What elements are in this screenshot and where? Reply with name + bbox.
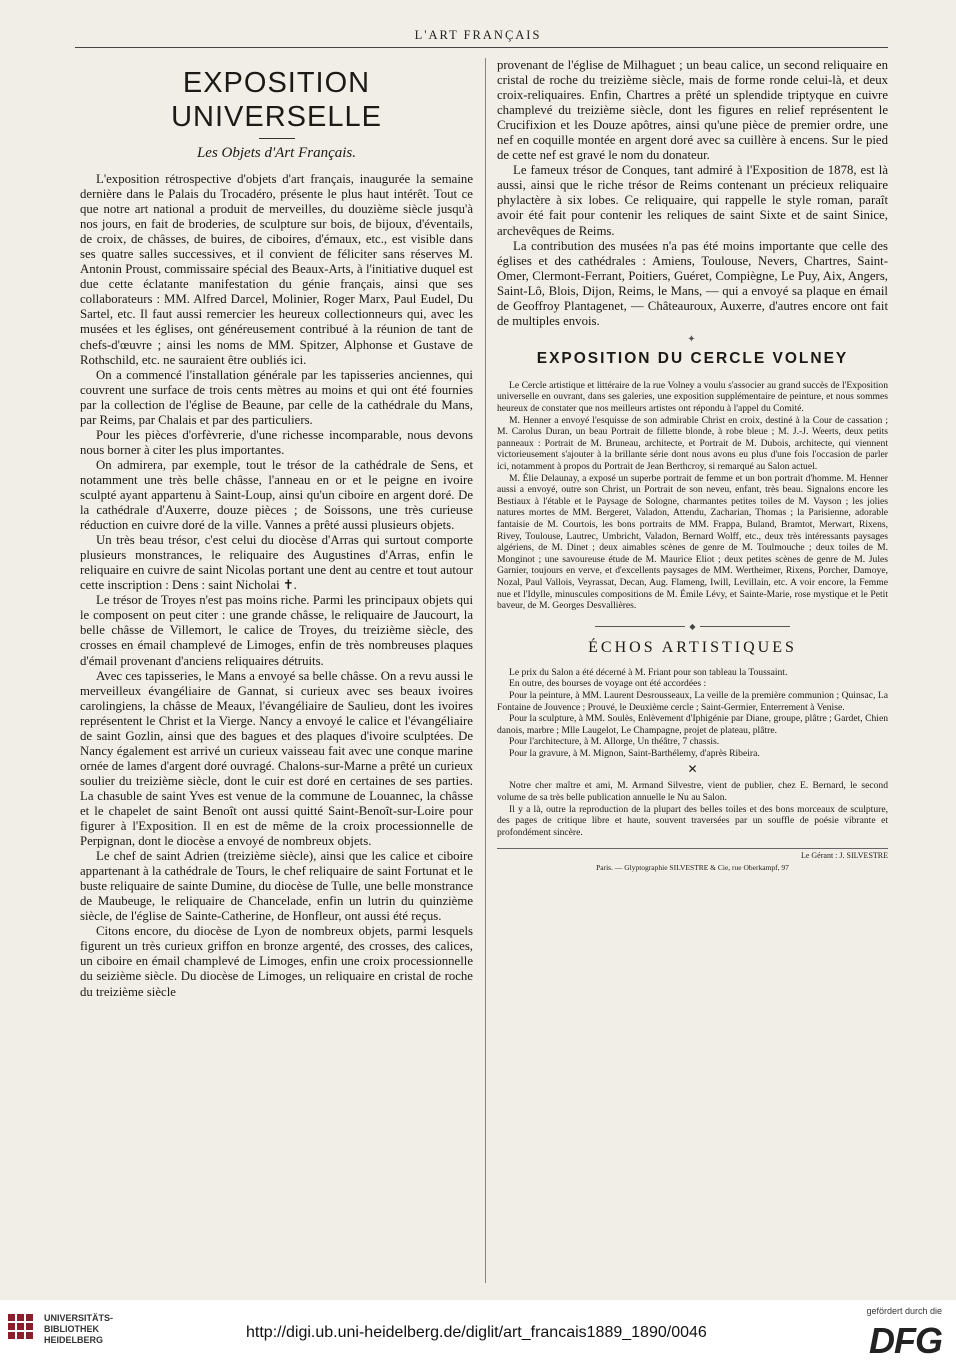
- library-name: UNIVERSITÄTS- BIBLIOTHEK HEIDELBERG: [44, 1313, 114, 1345]
- paragraph: Avec ces tapisseries, le Mans a envoyé sa belle châsse. On a revu aussi le merveilleux évangéliaire de Gannat, si curieux avec ses beaux ivoires carolingiens, la châsse de Meaux, l'évangéliaire de Saulieu, dont les ivoires représentent le Christ et la Vierge. Nancy a envoyé le calice et l'évangéliaire de saint Gozlin, ainsi que des bagues et des plaques d'ivoire sculptées. De Nancy également est arrivé un curieux vaisseau fait avec une conque marine ornée de lames d'argent doré ouvragé. Chalons-sur-Marne a prêté un curieux soulier du treizième siècle, dont le cuir est doré en certaines de ses parties. La chasuble de saint Yves est venue de la commune de Louannec, la châsse et le chapelet de saint Benoît ont aussi quitté Saint-Benoît-sur-Loire pour figurer à l'Exposition. Il en est de même de la croix processionnelle de Perpignan, dont le diocèse a envoyé de nombreux objets.: [80, 668, 473, 849]
- right-column: [497, 58, 888, 872]
- paragraph: Pour les pièces d'orfèvrerie, d'une richesse incomparable, nous devons nous borner à citer les plus importantes.: [80, 427, 473, 457]
- title-rule: [259, 138, 295, 139]
- gerant-line: Le Gérant : J. SILVESTRE: [497, 848, 888, 860]
- paragraph: M. Élie Delaunay, a exposé un superbe portrait de femme et un bon portrait d'homme. M. Henner aussi a envoyé, outre son Christ, un Portrait de son neveu, enfant, très beau. Signalons encore les Bestiaux à l'étable et le Paysage de Sologne, charmantes petites toiles de M. Vayson ; les jolies natures mortes de MM. Bergeret, Valadon, Attendu, Zacharian, Thomas ; la Parisienne, adorable fantaisie de M. Courtois, les bons portraits de MM. Frappa, Buland, Bramtot, Merwart, Rixens, Rivey, Toulouse, Lautrec, Umbricht, Valadon, Bernard Wolff, etc., deux très intéressants paysages algériens, de M. Dinet ; deux aimables scènes de genre de M. Toulmouche ; deux toiles de M. Monginot ; une savoureuse étude de M. Maurice Eliot ; deux petites scènes de genre de M. Jules Garnier, toujours en verve, et d'excellents paysages de MM. Wertheimer, Rixens, Porcher, Damoye, Nozal, Paul Vallois, Veyrassat, Decan, Aug. Flameng, Iwill, Levillain, etc. A voir encore, la Femme nue et l'Idylle, minuscules compositions de M. Émile Lévy, et Sainte-Marie, rose mystique et le Petit baveur, de M. Georges Desvallières.: [497, 472, 888, 612]
- paragraph: Pour la gravure, à M. Mignon, Saint-Barthélemy, d'après Ribeira.: [509, 747, 760, 759]
- section-title-volney: EXPOSITION DU CERCLE VOLNEY: [536, 349, 849, 367]
- divider-line: [700, 626, 790, 627]
- divider-ornament-icon: ◆: [689, 621, 696, 631]
- section-title-echos: ÉCHOS ARTISTIQUES: [588, 638, 797, 656]
- dfg-logo: DFG: [869, 1320, 942, 1361]
- library-footer: [0, 1300, 956, 1367]
- paragraph: Le Cercle artistique et littéraire de la rue Volney a voulu s'associer au grand succès de l'Exposition universelle en ouvrant, dans ses galeries, une exposition supplémentaire de peinture, et nous sommes heureux de constater que nos meilleurs artistes ont répondu à l'appel du Comité.: [497, 379, 888, 415]
- paragraph: Le prix du Salon a été décerné à M. Friant pour son tableau la Toussaint.: [509, 666, 788, 678]
- page-header: L'ART FRANÇAIS: [414, 28, 542, 42]
- echos-section: [497, 667, 888, 839]
- left-column: [80, 58, 473, 1000]
- paragraph: Le fameux trésor de Conques, tant admiré à l'Exposition de 1878, est là aussi, ainsi que le riche trésor de Reims contenant un précieux reliquaire phylactère à six lobes. Ce reliquaire, qui rappelle le style roman, paraît avoir été fait pour contenir les reliques de saint Sixte et de saint Sinice, archevêques de Reims.: [497, 163, 888, 238]
- section-divider: [497, 622, 888, 631]
- paragraph: Pour la sculpture, à MM. Soulès, Enlèvement d'Iphigénie par Diane, groupe, plâtre ; Gardet, Chien danois, marbre ; Mlle Laugelot, Le Champagne, projet de plateau, plâtre.: [497, 713, 888, 736]
- paragraph: provenant de l'église de Milhaguet ; un beau calice, un second reliquaire en cristal de roche du treizième siècle, mais de forme ronde celui-là, et deux croix-reliquaires. Enfin, Chartres a prêté un splendide triptyque en cuivre champlevé du treizième siècle, dont les figures en relief représentent le Crucifixion et les Douze apôtres, ainsi qu'une pièce de premier ordre, une nef en coquille montée en argent doré avec sa cuillère à encens. Sur le pied de cette nef est gravé le nom du donateur.: [497, 58, 888, 163]
- paragraph: On a commencé l'installation générale par les tapisseries anciennes, qui couvrent une surface de trois cents mètres au moins et qui ont été fournies par la collection de l'église de Beaune, par celle de la cathédrale du Mans, par Reims, par Chalais et par des particuliers.: [80, 367, 473, 427]
- permalink-url[interactable]: http://digi.ub.uni-heidelberg.de/diglit/art_francais1889_1890/0046: [246, 1324, 707, 1341]
- paragraph: Il y a là, outre la reproduction de la plupart des belles toiles et des bons morceaux de sculpture, des pages de critique libre et haute, souvent traversées par un souffle de poésie vibrante et profondément sincère.: [497, 803, 888, 838]
- paragraph: Le trésor de Troyes n'est pas moins riche. Parmi les principaux objets qui le composent on peut citer : une grande châsse, le reliquaire de Jaucourt, la belle châsse de Villemort, le calice de Troyes, du treizième siècle, des crosses en émail champlevé de Limoges, enfin de très nombreuses plaques d'émail provenant d'anciens reliquaires détruits.: [80, 593, 473, 668]
- divider-line: [595, 626, 685, 627]
- paragraph: Le chef de saint Adrien (treizième siècle), ainsi que les calice et ciboire appartenant à la cathédrale de Tours, le chef reliquaire de saint Fortunat et le buste reliquaire de sainte Dumine, du diocèse de Tulle, une belle monstrance de Maubeuge, le reliquaire de Chancelade, enfin un lutrin du quinzième siècle, de l'église de Sainte-Catherine, de Honfleur, ont aussi été reçus.: [80, 849, 473, 924]
- paragraph: Citons encore, du diocèse de Lyon de nombreux objets, parmi lesquels figurent un très curieux griffon en bronze argenté, des crosses, des calices, un ciboire en émail champlevé de Limoges, enfin une croix processionnelle du seizième siècle. Du diocèse de Limoges, un reliquaire en cristal de roche du treizième siècle: [80, 924, 473, 999]
- volney-section: [497, 380, 888, 612]
- paragraph: Pour la peinture, à MM. Laurent Desrousseaux, La veille de la première communion ; Quinsac, La Fontaine de Jouvence ; Prouvé, le Deuxième cercle ; Saint-Germier, Enterrement à Venise.: [497, 689, 888, 713]
- paragraph: Pour l'architecture, à M. Allorge, Un théâtre, 7 chassis.: [509, 736, 720, 748]
- article-title: EXPOSITION UNIVERSELLE: [171, 67, 382, 133]
- header-rule: [75, 47, 888, 48]
- paragraph: On admirera, par exemple, tout le trésor de la cathédrale de Sens, et notamment une très belle châsse, l'anneau en or et le peigne en ivoire sculpté ayant appartenu à Saint-Loup, ainsi qu'un ciboire en argent doré. De la cathédrale d'Auxerre, douze pièces ; de Soissons, une très curieuse réduction en cuivre doré de la ville. Vannes a prêté aussi plusieurs objets.: [80, 457, 473, 533]
- imprint-line: Paris. — Glyptographie SILVESTRE & Cie, rue Oberkampf, 97: [596, 863, 789, 873]
- paragraph: Un très beau trésor, c'est celui du diocèse d'Arras qui surtout comporte plusieurs monstrances, le reliquaire des Augustines d'Arras, enfin le reliquaire en cuivre de saint Nicolas portant une dent au centre et tout autour cette inscription : Dens : saint Nicholai ✝.: [80, 533, 473, 593]
- university-library-logo-icon: [8, 1314, 33, 1339]
- paragraph: L'exposition rétrospective d'objets d'art français, inaugurée la semaine dernière dans le Palais du Trocadéro, présente le plus haut intérêt. Tout ce que notre art national a produit de merveilles, du douzième siècle jusqu'à nos jours, en fait de broderies, de sculpture sur bois, de bijoux, d'éventails, de croix, de châsses, de buires, de ciboires, d'émaux, etc., est visible dans ses quatre salles successives, et il convient de féliciter sans réserves M. Antonin Proust, commissaire spécial des Beaux-Arts, à l'initiative duquel est due cette éclatante manifestation du génie français, ainsi que ses collaborateurs : MM. Alfred Darcel, Molinier, Roger Marx, Paul Eudel, Du Sartel, etc. Il faut aussi remercier les heureux collectionneurs qui, avec les musées et les églises, ont généreusement contribué à la réunion de tant de chefs-d'œuvre ; ainsi les noms de MM. Spitzer, Alphonse et Gustave de Rothschild, etc. ne sauraient être oubliés ici.: [80, 172, 473, 367]
- article-subtitle: Les Objets d'Art Français.: [196, 145, 357, 161]
- paragraph: Notre cher maître et ami, M. Armand Silvestre, vient de publier, chez E. Bernard, le second volume de sa très belle publication annuelle le Nu au Salon.: [497, 780, 888, 804]
- paragraph: La contribution des musées n'a pas été moins importante que celle des églises et des cathédrales : Amiens, Toulouse, Nevers, Chartres, Saint-Omer, Clermont-Ferrant, Poitiers, Guéret, Compiègne, Le Puy, Aix, Angers, Saint-Lô, Blois, Dijon, Reims, le Mans, — qui a envoyé sa plaque en émail de Geoffroy Plantagenet, — Châteauroux, Auxerre, d'autres encore ont fait de multiples envois.: [497, 238, 888, 328]
- paragraph: M. Henner a envoyé l'esquisse de son admirable Christ en croix, destiné à la Cour de cassation ; M. Carolus Duran, un beau Portrait de fillette blonde, à robe bleue ; M. J.-J. Weerts, deux petits panneaux : Portrait de M. Bruneau, architecte, et Portrait de M. Dubois, architecte, qui viennent victorieusement s'ajouter à la brillante série dont nous avons eu plus d'une fois l'occasion de parler ici, notamment à propos du Portrait de Jean Berthcroy, si remarqué au Salon actuel.: [497, 414, 888, 472]
- column-divider: [485, 58, 486, 1283]
- paragraph: En outre, des bourses de voyage ont été accordées :: [509, 678, 707, 690]
- funded-by-label: gefördert durch die: [866, 1306, 942, 1316]
- cross-ornament-icon: ✕: [687, 762, 698, 777]
- ornament-icon: ✦: [687, 333, 698, 345]
